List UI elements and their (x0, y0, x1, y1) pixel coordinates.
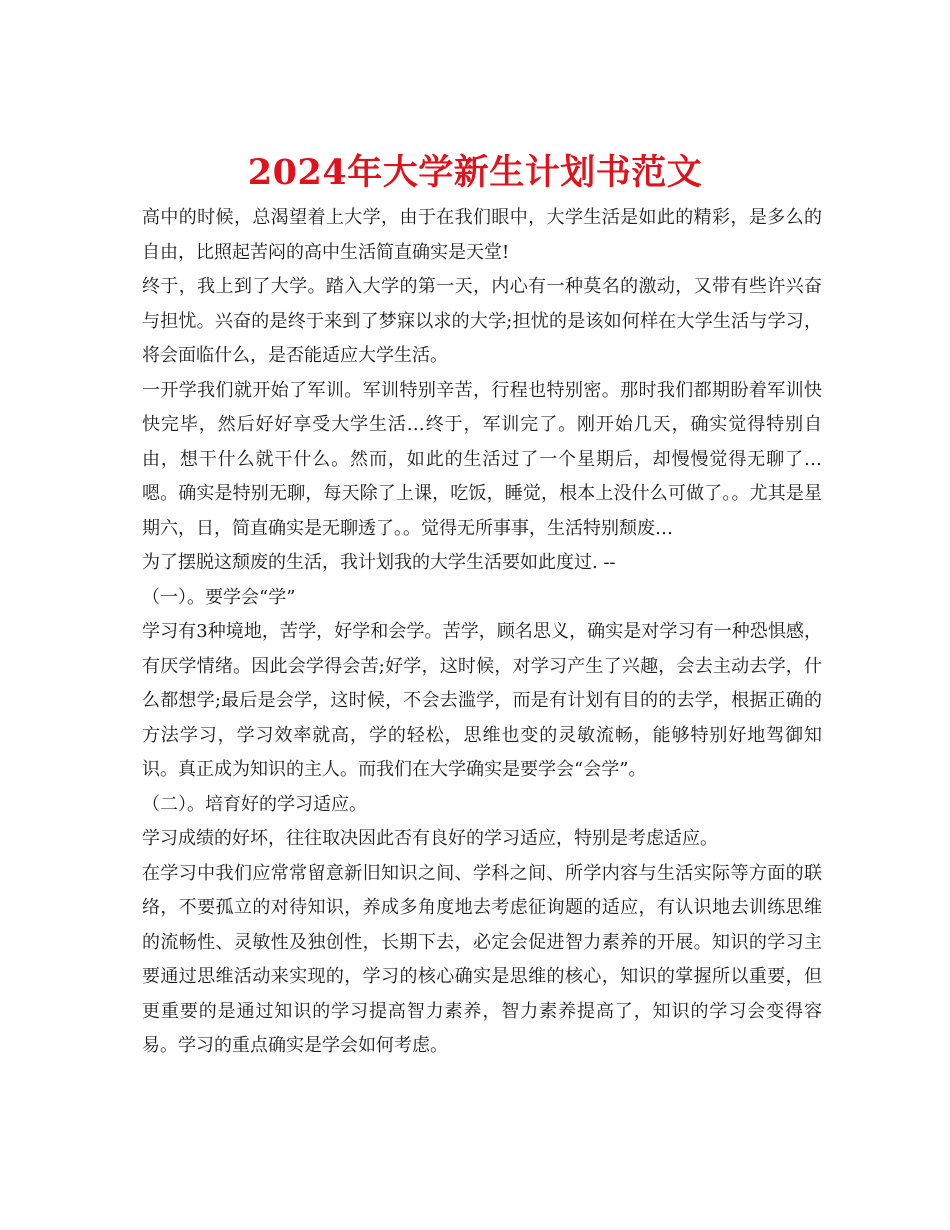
section-heading-2: （二）。培育好的学习适应。 (142, 793, 367, 815)
paragraph-3: 一开学我们就开始了军训。军训特别辛苦，行程也特别密。那时我们都期盼着军训快快完毕，然后好好享受大学生活…终于，军训完了。刚开始几天，确实觉得特别自由，想干什么就干什么。然而，如此的生活过了一个星期后，却慢慢觉得无聊了…嗯。确实是特别无聊，每天除了上课，吃饭，睡觉，根本上没什么可做了。。尤其是星期六，日，简直确实是无聊透了。。觉得无所事事，生活特别颓废… (142, 379, 822, 539)
document-body (142, 201, 822, 1064)
paragraph-7: 在学习中我们应常常留意新旧知识之间、学科之间、所学内容与生活实际等方面的联络，不要孤立的对待知识，养成多角度地去考虑征询题的适应，有认识地去训练思维的流畅性、灵敏性及独创性，长期下去，必定会促进智力素养的开展。知识的学习主要通过思维活动来实现的，学习的核心确实是思维的核心，知识的掌握所以重要，但更重要的是通过知识的学习提高智力素养，智力素养提高了，知识的学习会变得容易。学习的重点确实是学会如何考虑。 (142, 862, 822, 1056)
paragraph-1: 高中的时候，总渴望着上大学，由于在我们眼中，大学生活是如此的精彩，是多么的自由，比照起苦闷的高中生活简直确实是天堂! (142, 207, 822, 263)
paragraph-6: 学习成绩的好坏，往往取决因此否有良好的学习适应，特别是考虑适应。 (142, 828, 718, 849)
paragraph-5: 学习有3种境地，苦学，好学和会学。苦学，顾名思义，确实是对学习有一种恐惧感，有厌学情绪。因此会学得会苦;好学，这时候，对学习产生了兴趣，会去主动去学，什么都想学;最后是会学，这时候，不会去滥学，而是有计划有目的的去学，根据正确的方法学习，学习效率就高，学的轻松，思维也变的灵敏流畅，能够特别好地驾御知识。真正成为知识的主人。而我们在大学确实是要学会“会学”。 (142, 621, 822, 780)
section-heading-1: （一）。要学会“学” (142, 586, 296, 608)
paragraph-4: 为了摆脱这颓废的生活，我计划我的大学生活要如此度过. -- (142, 552, 616, 573)
document-title: 2024年大学新生计划书范文 (247, 152, 703, 194)
paragraph-2: 终于，我上到了大学。踏入大学的第一天，内心有一种莫名的激动，又带有些许兴奋与担忧。兴奋的是终于来到了梦寐以求的大学;担忧的是该如何样在大学生活与学习，将会面临什么，是否能适应大学生活。 (142, 276, 822, 366)
